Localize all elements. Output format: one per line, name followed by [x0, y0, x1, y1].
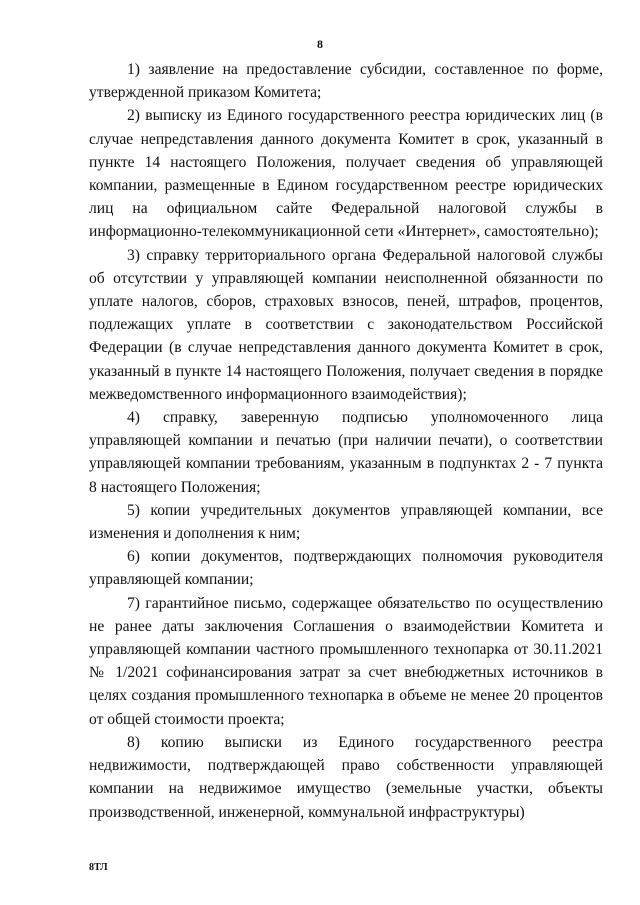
list-item-4: 4) справку, заверенную подписью уполномоченного лица управляющей компании и печатью (при наличии печати), о соответствии управляющей компании требованиям, указанным в подпунктах 2 - 7 пункта 8 настоящего Положения;	[89, 409, 603, 496]
list-item-8: 8) копию выписки из Единого государственного реестра недвижимости, подтверждающей право собственности управляющей компании на недвижимое имущество (земельные участки, объекты производственной, инженерной, коммунальной инфраструктуры)	[89, 733, 603, 821]
list-item-5: 5) копии учредительных документов управляющей компании, все изменения и дополнения к ним;	[89, 501, 603, 543]
document-body	[89, 58, 603, 824]
page-number: 8	[317, 37, 323, 51]
list-item-2: 2) выписку из Единого государственного реестра юридических лиц (в случае непредставления данного документа Комитет в срок, указанный в пункте 14 настоящего Положения, получает сведения об управляющей компании, размещенные в Едином государственном реестре юридических лиц на официальном сайте Федеральной налоговой службы в информационно-телекоммуникационной сети «Интернет», самостоятельно);	[89, 107, 603, 241]
footer-code: 8ТЛ	[89, 862, 108, 873]
list-item-1: 1) заявление на предоставление субсидии, составленное по форме, утвержденной приказом Комитета;	[89, 61, 603, 102]
list-item-6: 6) копии документов, подтверждающих полномочия руководителя управляющей компании;	[89, 548, 603, 589]
list-item-7: 7) гарантийное письмо, содержащее обязательство по осуществлению не ранее даты заключения Соглашения о взаимодействии Комитета и управляющей компании частного промышленного технопарка от 30.11.2021 № 1/2021 софинансирования затрат за счет внебюджетных источников в целях создания промышленного технопарка в объеме не менее 20 процентов от общей стоимости проекта;	[89, 594, 603, 728]
list-item-3: 3) справку территориального органа Федеральной налоговой службы об отсутствии у управляющей компании неисполненной обязанности по уплате налогов, сборов, страховых взносов, пеней, штрафов, процентов, подлежащих уплате в соответствии с законодательством Российской Федерации (в случае непредставления данного документа Комитет в срок, указанный в пункте 14 настоящего Положения, получает сведения в порядке межведомственного информационного взаимодействия);	[89, 246, 603, 403]
